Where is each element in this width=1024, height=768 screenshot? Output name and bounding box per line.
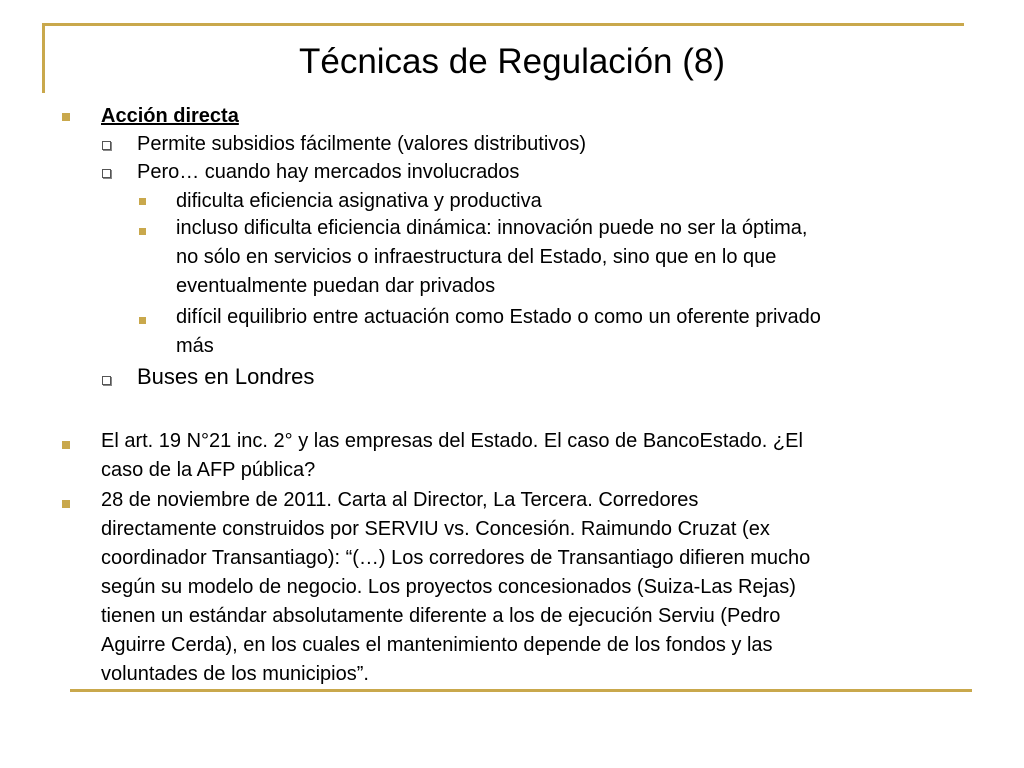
text-line: caso de la AFP pública? (101, 459, 316, 481)
hollow-square-bullet-icon (102, 376, 111, 385)
third-bullet-innovacion (176, 214, 807, 301)
square-bullet-icon (62, 441, 70, 449)
square-bullet-icon (139, 317, 146, 324)
square-bullet-icon (139, 228, 146, 235)
hollow-square-bullet-icon (102, 141, 111, 150)
sub-bullet-buses-londres: Buses en Londres (137, 364, 315, 389)
text-line: eventualmente puedan dar privados (176, 275, 496, 297)
bullet-carta-director (101, 486, 810, 689)
text-line: más (176, 335, 214, 357)
text-line: directamente construidos por SERVIU vs. Concesión. Raimundo Cruzat (ex (101, 518, 770, 540)
slide-title: Técnicas de Regulación (8) (298, 42, 726, 81)
square-bullet-icon (139, 198, 146, 205)
third-bullet-equilibrio (176, 303, 821, 361)
text-line: Aguirre Cerda), en los cuales el mantenimiento depende de los fondos y las (101, 634, 773, 656)
text-line: tienen un estándar absolutamente diferente a los de ejecución Serviu (Pedro (101, 605, 781, 627)
text-line: difícil equilibrio entre actuación como Estado o como un oferente privado (176, 306, 821, 328)
sub-bullet-mercados: Pero… cuando hay mercados involucrados (137, 161, 520, 183)
sub-bullet-subsidios: Permite subsidios fácilmente (valores distributivos) (137, 133, 587, 155)
bullet-art19 (101, 427, 803, 485)
text-line: voluntades de los municipios”. (101, 663, 369, 685)
hollow-square-bullet-icon (102, 169, 111, 178)
text-line: coordinador Transantiago): “(…) Los corredores de Transantiago difieren mucho (101, 547, 811, 569)
text-line: incluso dificulta eficiencia dinámica: innovación puede no ser la óptima, (176, 217, 808, 239)
third-bullet-eficiencia: dificulta eficiencia asignativa y productiva (176, 190, 542, 212)
text-line: 28 de noviembre de 2011. Carta al Director, La Tercera. Corredores (101, 489, 699, 511)
text-line: no sólo en servicios o infraestructura del Estado, sino que en lo que (176, 246, 777, 268)
square-bullet-icon (62, 113, 70, 121)
bullet-accion-directa: Acción directa (101, 105, 239, 127)
text-line: El art. 19 N°21 inc. 2° y las empresas del Estado. El caso de BancoEstado. ¿El (101, 430, 803, 452)
square-bullet-icon (62, 500, 70, 508)
text-line: según su modelo de negocio. Los proyectos concesionados (Suiza-Las Rejas) (101, 576, 796, 598)
